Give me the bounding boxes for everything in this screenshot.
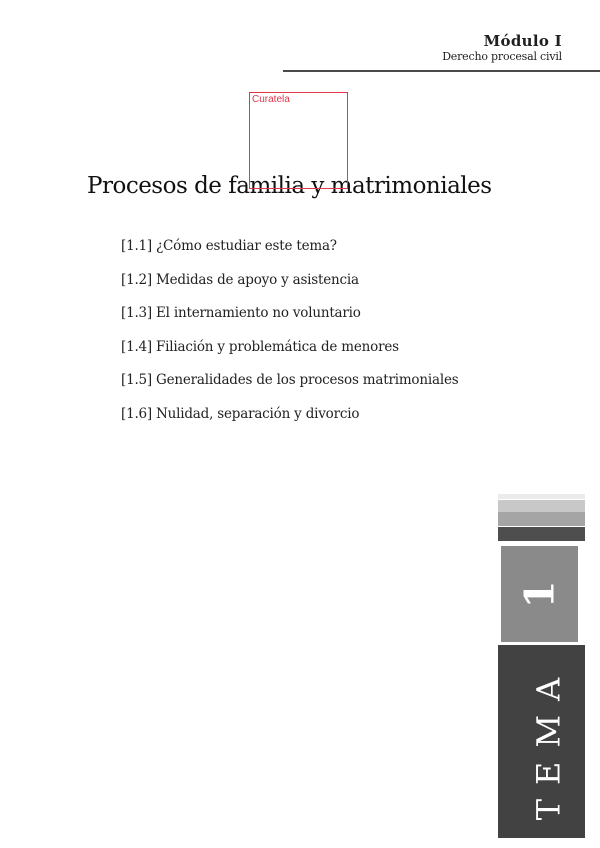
toc-label: ¿Cómo estudiar este tema? (156, 238, 337, 254)
page-title: Procesos de familia y matrimoniales (87, 173, 492, 199)
toc-number: [1.2] (121, 271, 153, 288)
toc-number: [1.1] (121, 238, 153, 254)
module-subtitle: Derecho procesal civil (442, 50, 562, 63)
topic-number-tab (501, 546, 578, 642)
topic-number: 1 (516, 580, 563, 608)
toc-label: Generalidades de los procesos matrimoniales (156, 372, 459, 388)
toc-item (121, 370, 458, 404)
toc-label: Medidas de apoyo y asistencia (156, 271, 359, 288)
module-title: Módulo I (483, 32, 562, 50)
toc-label: El internamiento no voluntario (156, 305, 361, 321)
toc-label: Filiación y problemática de menores (156, 338, 399, 355)
table-of-contents (121, 236, 458, 437)
toc-item (121, 270, 458, 304)
toc-label: Nulidad, separación y divorcio (156, 405, 360, 422)
annotation-box (249, 92, 348, 189)
topic-word: TEMA (529, 663, 568, 820)
header-rule (283, 70, 600, 72)
decor-stripe (498, 527, 585, 541)
annotation-label: Curatela (252, 94, 290, 105)
topic-label-tab (498, 645, 585, 838)
toc-number: [1.4] (121, 338, 153, 355)
module-header (442, 32, 562, 64)
decor-stripe (498, 500, 585, 512)
decor-stripe (498, 494, 585, 499)
toc-number: [1.5] (121, 372, 153, 388)
toc-number: [1.3] (121, 305, 153, 321)
toc-item (121, 236, 458, 270)
toc-number: [1.6] (121, 405, 153, 422)
toc-item (121, 337, 458, 371)
decor-stripe (498, 512, 585, 526)
toc-item (121, 404, 458, 438)
toc-item (121, 303, 458, 337)
